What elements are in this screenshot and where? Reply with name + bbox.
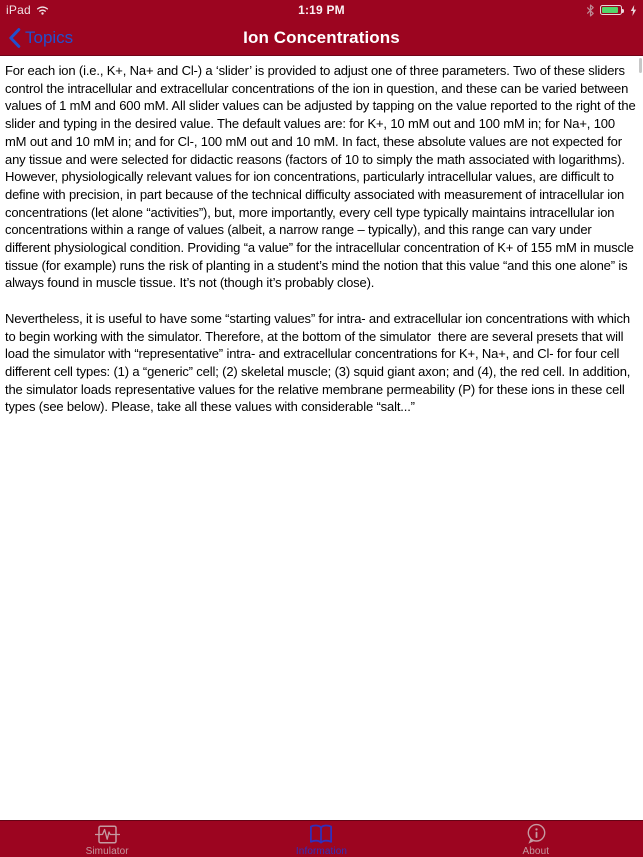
page-title: Ion Concentrations bbox=[243, 27, 400, 47]
nav-bar bbox=[0, 20, 643, 56]
info-speech-bubble-icon bbox=[524, 823, 548, 845]
status-time: 1:19 PM bbox=[298, 3, 345, 17]
body-paragraph: For each ion (i.e., K+, Na+ and Cl-) a ‘slider’ is provided to adjust one of three parameters. Two of these sliders control the intracellular and extracellular concentrations of the ion in question, and these can be varied between values of 1 mM and 600 mM. All slider values can be adjusted by tapping on the value reported to the right of the slider and typing in the desired value. The default values are: for K+, 10 mM out and 100 mM in; for Na+, 100 mM out and 10 mM in; and for Cl-, 100 mM out and 10 mM. In fact, these absolute values are not expected for any tissue and were selected for didactic reasons (factors of 10 to simply the math associated with logarithms). However, physiologically relevant values for ion concentrations, particularly intracellular values, are difficult to define with precision, in part because of the technical difficulty associated with measurement of intracellular ion concentrations (let alone “activities”), but, more importantly, every cell type typically maintains intracellular ion concentrations within a range of values (albeit, a narrow range – typically), and this range can vary under different physiological condition. Providing “a value” for the intracellular concentration of K+ of 155 mM in muscle tissue (for example) runs the risk of planting in a student’s mind the notion that this value “and this one alone” is always found in muscle tissue. It’s not (though it’s probably close). bbox=[5, 63, 640, 291]
tab-information[interactable] bbox=[214, 821, 428, 857]
back-chevron-icon bbox=[8, 28, 21, 48]
content-scroll-view[interactable] bbox=[0, 56, 643, 820]
status-bar-right bbox=[517, 4, 637, 17]
battery-icon bbox=[600, 5, 622, 15]
charging-bolt-icon bbox=[630, 5, 637, 16]
status-bar-left bbox=[6, 3, 126, 17]
pulse-waveform-icon bbox=[95, 823, 120, 845]
tab-information-label: Information bbox=[295, 846, 348, 857]
battery-fill bbox=[602, 7, 618, 13]
tab-simulator[interactable] bbox=[0, 821, 214, 857]
back-button-label: Topics bbox=[25, 27, 74, 47]
wifi-icon bbox=[36, 5, 49, 15]
scroll-indicator[interactable] bbox=[639, 58, 642, 73]
back-button[interactable] bbox=[0, 28, 83, 48]
tab-about[interactable] bbox=[429, 821, 643, 857]
tab-about-label: About bbox=[522, 846, 550, 857]
tab-bar bbox=[0, 820, 643, 857]
carrier-label: iPad bbox=[6, 3, 31, 17]
body-paragraph: Nevertheless, it is useful to have some “starting values” for intra- and extracellular ion concentrations with which to begin working with the simulator. Therefore, at the bottom of the simulator there are several presets that will load the simulator with “representative” intra- and extracellular concentrations for K+, Na+, and Cl- for four cell different cell types: (1) a “generic” cell; (2) skeletal muscle; (3) squid giant axon; and (4), the red cell. In addition, the simulator loads representative values for the relative membrane permeability (P) for these ions in these cell types (see below). Please, take all these values with considerable “salt...” bbox=[5, 310, 634, 415]
status-bar bbox=[0, 0, 643, 20]
bluetooth-icon bbox=[586, 4, 595, 17]
tab-simulator-label: Simulator bbox=[85, 846, 129, 857]
open-book-icon bbox=[308, 823, 334, 845]
